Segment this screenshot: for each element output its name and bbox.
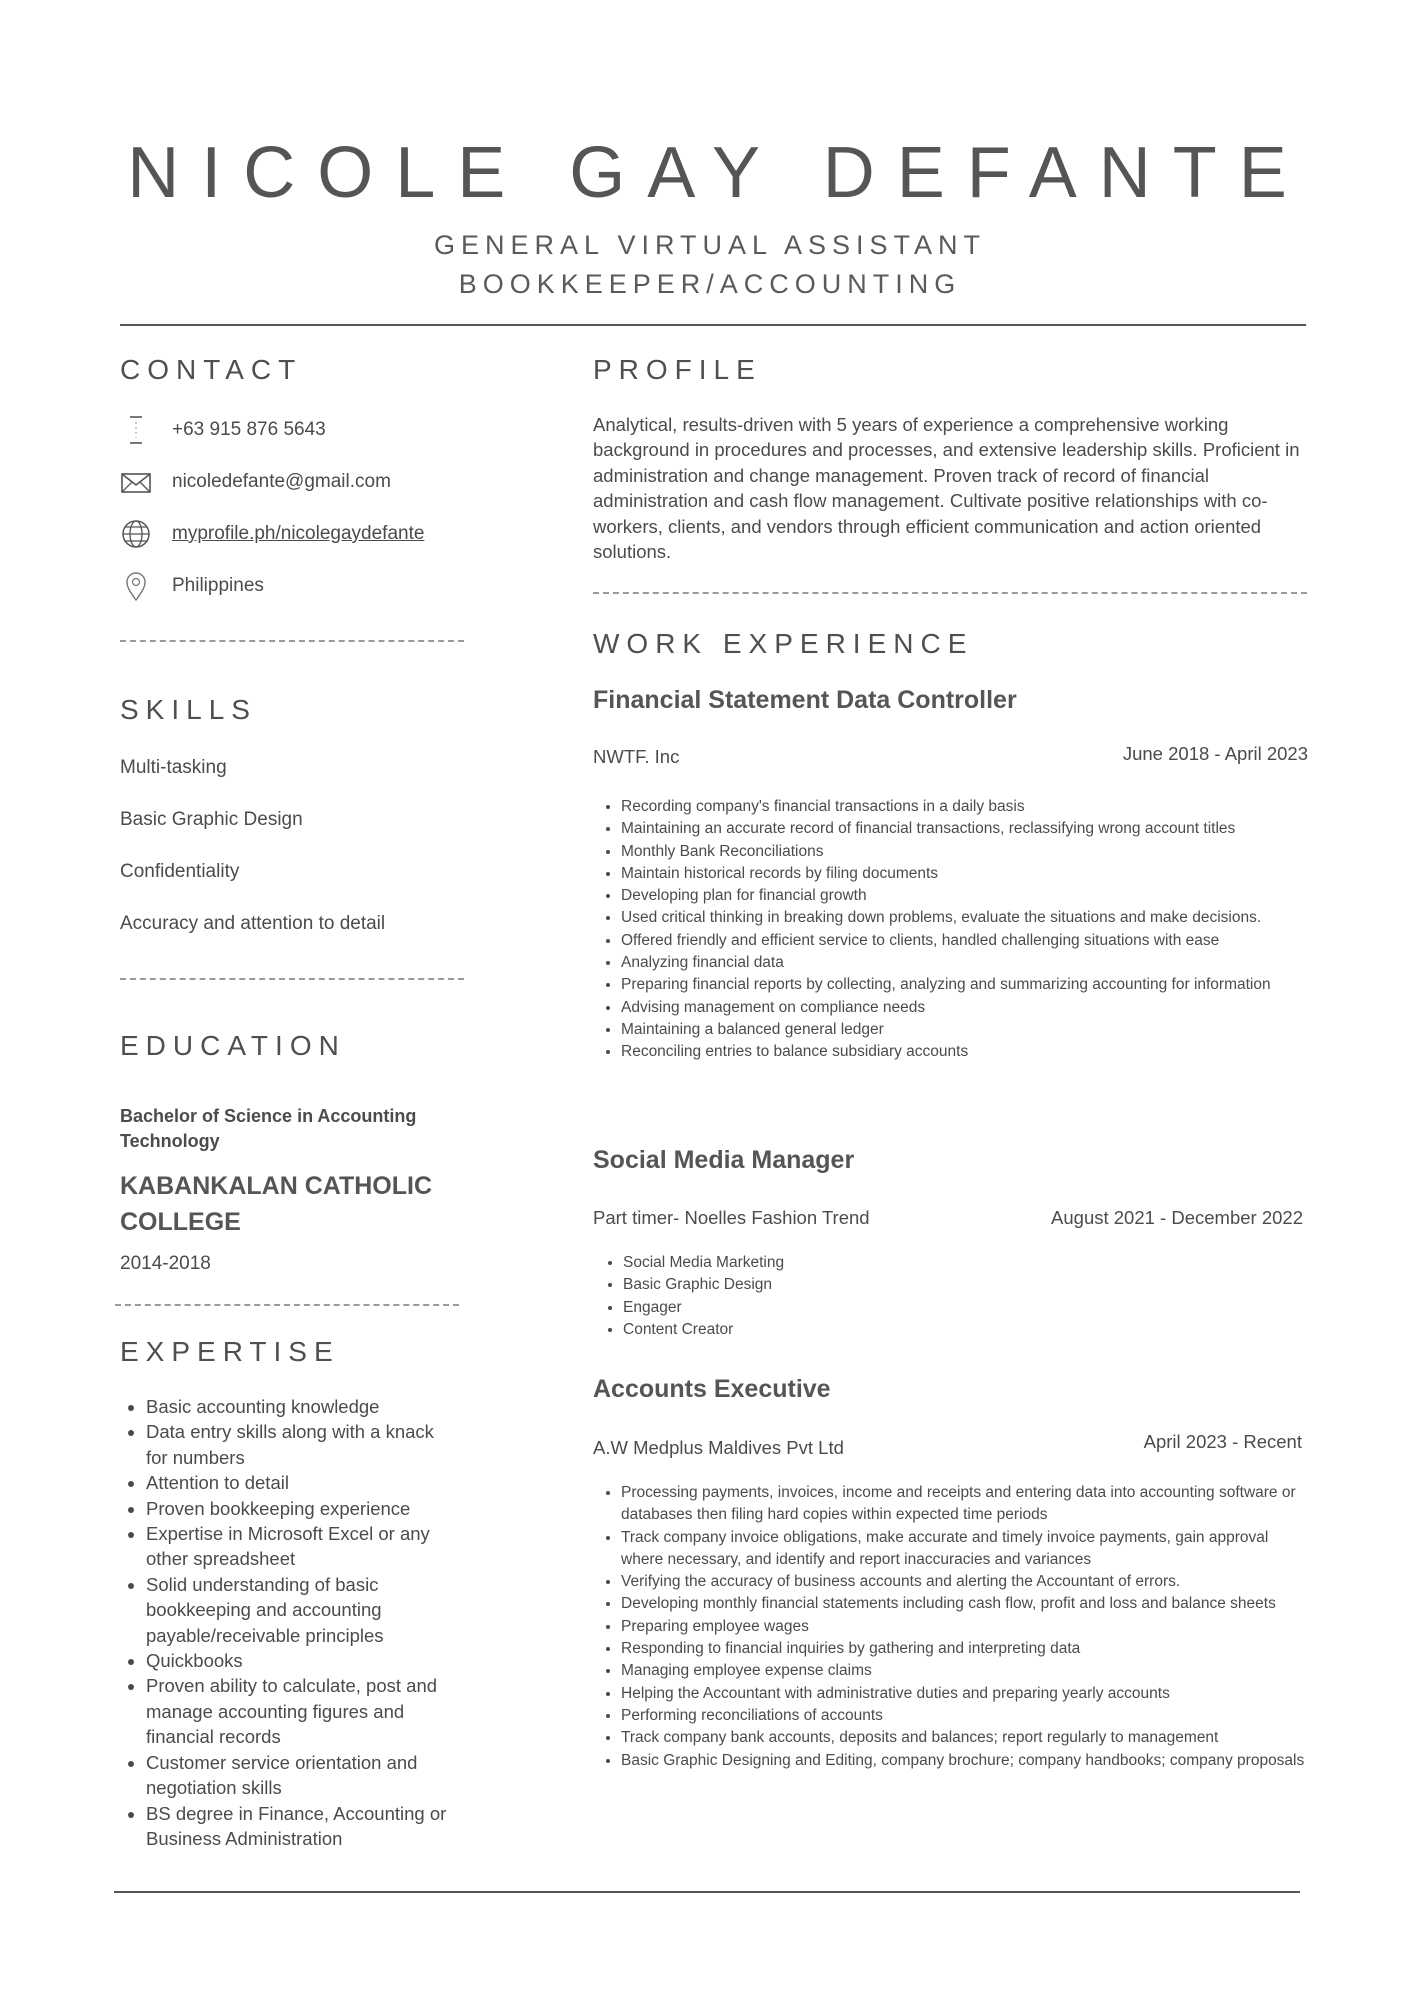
job-duties-wrap xyxy=(593,796,1307,1064)
expertise-heading: EXPERTISE xyxy=(120,1336,340,1367)
job-duties-wrap xyxy=(593,1482,1307,1772)
education-heading: EDUCATION xyxy=(120,1030,346,1061)
school-name: KABANKALAN CATHOLIC COLLEGE xyxy=(120,1172,432,1236)
list-item: • Customer service orientation and negotiation skills xyxy=(146,1750,460,1801)
list-item: • Processing payments, invoices, income and receipts and entering data into accounting software or databases then filing hard copies within expected time periods xyxy=(621,1482,1307,1527)
location-text: Philippines xyxy=(172,575,264,596)
job-title-line-2: BOOKKEEPER/ACCOUNTING xyxy=(458,269,962,299)
job-duties-wrap xyxy=(595,1252,1309,1341)
list-item: • BS degree in Finance, Accounting or Business Administration xyxy=(146,1801,460,1852)
list-item: • Proven ability to calculate, post and manage accounting figures and financial records xyxy=(146,1673,460,1749)
skill-item: Confidentiality xyxy=(120,861,240,882)
list-item: • Attention to detail xyxy=(146,1470,460,1495)
list-item: • Solid understanding of basic bookkeeping and accounting payable/receivable principles xyxy=(146,1572,460,1648)
contact-phone xyxy=(120,410,326,450)
list-item: • Monthly Bank Reconciliations xyxy=(621,841,1307,863)
profile-summary: Analytical, results-driven with 5 years of experience a comprehensive working background in procedures and processes, and extensive leadership skills. Proficient in administration and change management. Proven track of record of financial administration and cash flow management. Cultivate positive relationships with co-workers, clients, and vendors through efficient communication and action oriented solutions. xyxy=(593,414,1300,563)
skills-divider xyxy=(120,978,464,980)
list-item: • Content Creator xyxy=(623,1319,1309,1341)
candidate-name: NICOLE GAY DEFANTE xyxy=(127,133,1309,213)
phone-text: +63 915 876 5643 xyxy=(172,419,326,440)
list-item: • Performing reconciliations of accounts xyxy=(621,1705,1307,1727)
list-item: • Quickbooks xyxy=(146,1648,460,1673)
phone-icon xyxy=(120,414,152,446)
profile-divider xyxy=(593,592,1307,594)
list-item: • Developing monthly financial statements including cash flow, profit and loss and balance sheets xyxy=(621,1593,1307,1615)
skill-item: Multi-tasking xyxy=(120,757,227,778)
job-title: Accounts Executive xyxy=(593,1375,831,1403)
job-dates: June 2018 - April 2023 xyxy=(1122,743,1308,764)
work-heading: WORK EXPERIENCE xyxy=(593,628,974,659)
contact-location xyxy=(120,566,264,606)
job-title: Social Media Manager xyxy=(593,1146,855,1174)
contact-heading: CONTACT xyxy=(120,354,303,385)
contact-website xyxy=(120,514,424,554)
skill-item: Accuracy and attention to detail xyxy=(120,913,386,934)
header-divider xyxy=(120,324,1306,326)
education-years: 2014-2018 xyxy=(120,1253,211,1274)
job-title-line-1: GENERAL VIRTUAL ASSISTANT xyxy=(433,230,987,260)
list-item: • Maintaining a balanced general ledger xyxy=(621,1019,1307,1041)
list-item: • Proven bookkeeping experience xyxy=(146,1496,460,1521)
location-pin-icon xyxy=(120,570,152,602)
list-item: • Advising management on compliance needs xyxy=(621,997,1307,1019)
list-item: • Developing plan for financial growth xyxy=(621,885,1307,907)
list-item: • Offered friendly and efficient service to clients, handled challenging situations with ease xyxy=(621,930,1307,952)
job-company: NWTF. Inc xyxy=(593,746,680,767)
list-item: • Social Media Marketing xyxy=(623,1252,1309,1274)
list-item: • Maintain historical records by filing documents xyxy=(621,863,1307,885)
list-item: • Analyzing financial data xyxy=(621,952,1307,974)
expertise-list xyxy=(120,1394,460,1851)
list-item: • Managing employee expense claims xyxy=(621,1660,1307,1682)
education-divider xyxy=(115,1304,459,1306)
website-link[interactable]: myprofile.ph/nicolegaydefante xyxy=(172,523,425,544)
list-item: • Basic Graphic Design xyxy=(623,1274,1309,1296)
list-item: • Preparing employee wages xyxy=(621,1616,1307,1638)
contact-divider xyxy=(120,640,464,642)
list-item: • Maintaining an accurate record of financial transactions, reclassifying wrong account titles xyxy=(621,818,1307,840)
job-duties xyxy=(593,796,1307,1064)
mail-icon xyxy=(120,466,152,498)
job-dates: August 2021 - December 2022 xyxy=(1051,1207,1303,1228)
list-item: • Engager xyxy=(623,1297,1309,1319)
list-item: • Helping the Accountant with administrative duties and preparing yearly accounts xyxy=(621,1683,1307,1705)
expertise-list-wrap xyxy=(120,1394,460,1851)
footer-divider xyxy=(114,1891,1300,1893)
list-item: • Used critical thinking in breaking down problems, evaluate the situations and make decisions. xyxy=(621,907,1307,929)
list-item: • Basic accounting knowledge xyxy=(146,1394,460,1419)
list-item: • Expertise in Microsoft Excel or any other spreadsheet xyxy=(146,1521,460,1572)
degree: Bachelor of Science in Accounting Technology xyxy=(120,1106,417,1151)
list-item: • Track company bank accounts, deposits and balances; report regularly to management xyxy=(621,1727,1307,1749)
list-item: • Responding to financial inquiries by gathering and interpreting data xyxy=(621,1638,1307,1660)
list-item: • Preparing financial reports by collecting, analyzing and summarizing accounting for information xyxy=(621,974,1307,996)
contact-email xyxy=(120,462,391,502)
job-dates: April 2023 - Recent xyxy=(1143,1431,1302,1452)
job-duties xyxy=(593,1482,1307,1772)
profile-heading: PROFILE xyxy=(593,354,762,385)
globe-icon xyxy=(120,518,152,550)
list-item: • Verifying the accuracy of business accounts and alerting the Accountant of errors. xyxy=(621,1571,1307,1593)
skills-heading: SKILLS xyxy=(120,694,257,725)
list-item: • Basic Graphic Designing and Editing, company brochure; company handbooks; company proposals xyxy=(621,1750,1307,1772)
job-company: A.W Medplus Maldives Pvt Ltd xyxy=(593,1437,844,1458)
job-company: Part timer- Noelles Fashion Trend xyxy=(593,1207,870,1228)
job-duties xyxy=(595,1252,1309,1341)
list-item: • Track company invoice obligations, make accurate and timely invoice payments, gain approval where necessary, and identify and report inaccuracies and variances xyxy=(621,1527,1307,1572)
list-item: • Recording company's financial transactions in a daily basis xyxy=(621,796,1307,818)
job-title: Financial Statement Data Controller xyxy=(593,686,1017,714)
list-item: • Data entry skills along with a knack for numbers xyxy=(146,1419,460,1470)
skill-item: Basic Graphic Design xyxy=(120,809,303,830)
list-item: • Reconciling entries to balance subsidiary accounts xyxy=(621,1041,1307,1063)
email-text[interactable]: nicoledefante@gmail.com xyxy=(172,471,391,492)
